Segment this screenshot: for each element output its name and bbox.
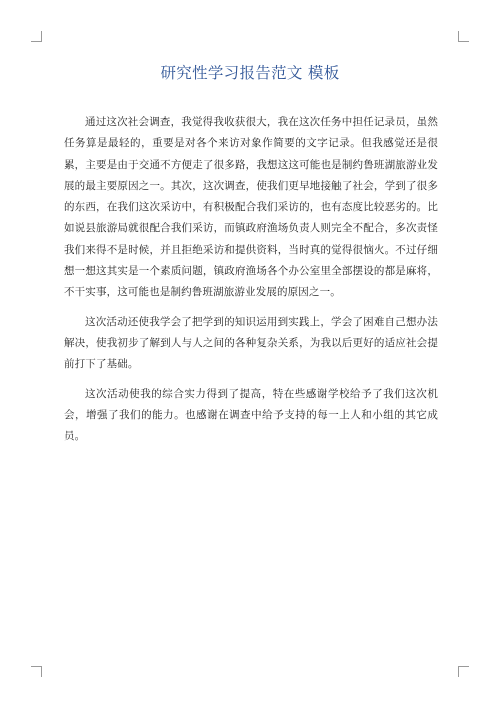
crop-mark-bottom-left [31, 666, 42, 677]
body-paragraph-2: 这次活动还使我学会了把学到的知识运用到实践上，学会了困难自己想办法解决，使我初步了解到人与人之间的各种复杂关系，为我以后更好的适应社会提前打下了基础。 [64, 315, 438, 371]
body-paragraph-3: 这次活动使我的综合实力得到了提高，特在些感谢学校给予了我们这次机会，增强了我们的能力。也感谢在调查中给予支持的每一上人和小组的其它成员。 [64, 387, 438, 443]
crop-mark-top-right [458, 31, 469, 42]
body-paragraph-1: 通过这次社会调查，我觉得我收获很大，我在这次任务中担任记录员，虽然任务算是最轻的，重要是对各个来访对象作简要的文字记录。但我感觉还是很累，主要是由于交通不方便走了很多路，我想这这可能也是制约鲁班湖旅游业发展的最主要原因之一。其次，这次调查，使我们更早地接触了社会，学到了很多的东西，在我们这次采访中，有积极配合我们采访的，也有态度比较恶劣的。比如说县旅游局就很配合我们采访，而镇政府渔场负责人则完全不配合，多次责怪我们来得不是时候，并且拒绝采访和提供资料，当时真的觉得很恼火。不过仔细想一想这其实是一个素质问题，镇政府渔场各个办公室里全部摆设的都是麻将，不干实事，这可能也是制约鲁班湖旅游业发展的原因之一。 [64, 116, 438, 299]
crop-mark-top-left [31, 31, 42, 42]
crop-mark-bottom-right [458, 666, 469, 677]
document-title: 研究性学习报告范文 模板 [160, 64, 340, 82]
document-body [64, 112, 438, 455]
